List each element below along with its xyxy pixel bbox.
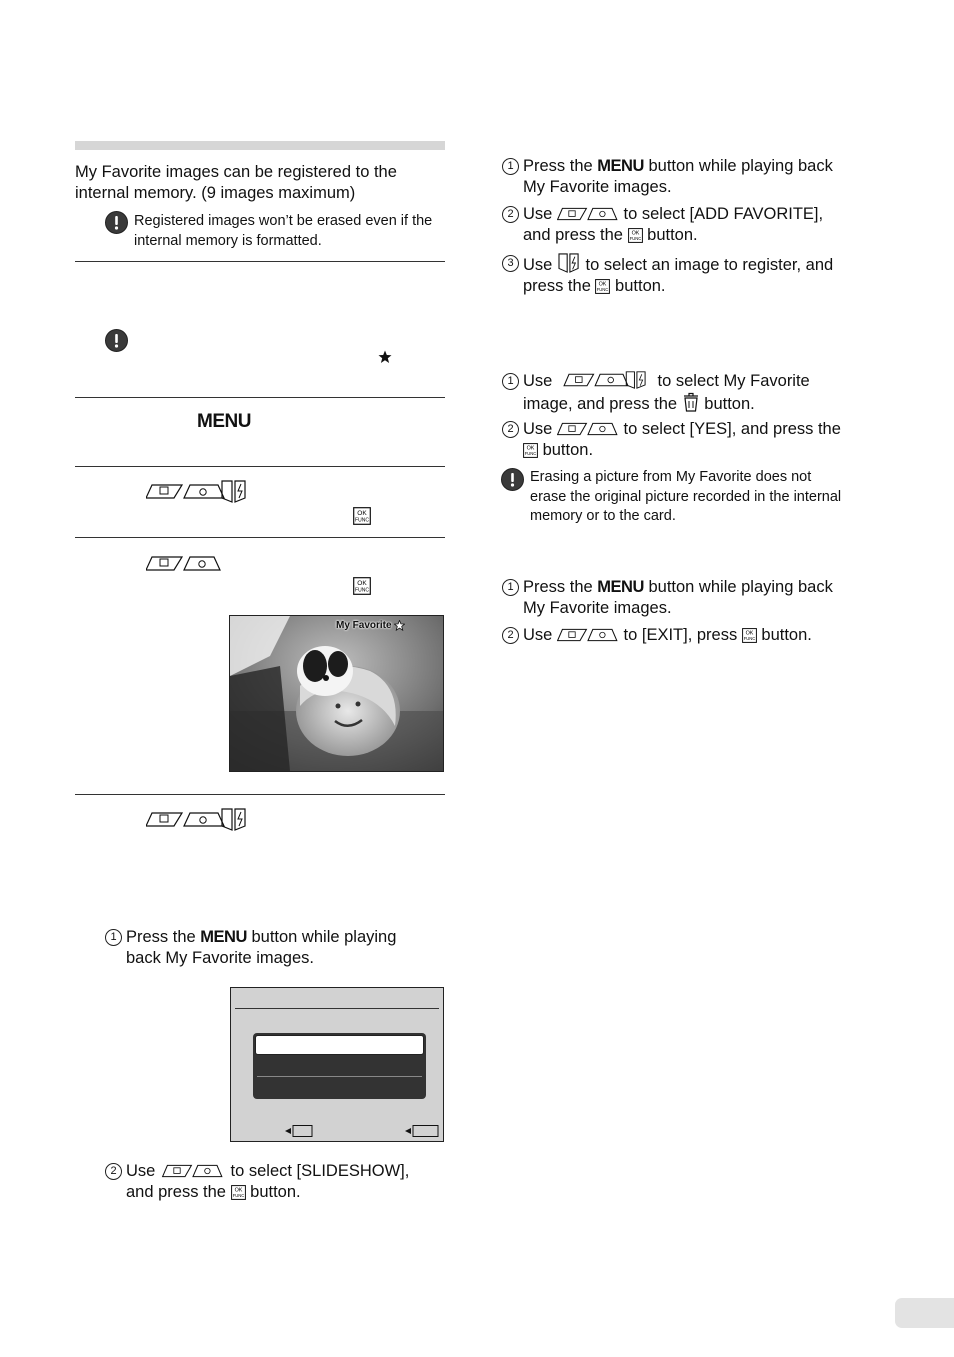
step-text-mid: to select [YES], and press the (618, 420, 841, 438)
svg-text:FUNC: FUNC (355, 587, 369, 594)
divider (75, 397, 445, 398)
menu-title-divider (235, 1008, 439, 1009)
step-number: 1 (502, 579, 519, 596)
svg-text:FUNC: FUNC (355, 517, 369, 524)
svg-text:OK: OK (599, 281, 607, 288)
step-number: 2 (502, 627, 519, 644)
arrow-up-down-icon (557, 206, 619, 222)
divider (75, 794, 445, 795)
menu-item-selected (255, 1035, 424, 1055)
svg-text:FUNC: FUNC (232, 1193, 244, 1199)
divider (75, 466, 445, 467)
step-text-post: button while playing back My Favorite images. (126, 928, 397, 967)
ok-func-button-icon (353, 507, 371, 525)
ok-func-button-icon (523, 443, 538, 458)
step-text-post: button. (642, 226, 698, 244)
my-favorite-caption-text: My Favorite (336, 620, 392, 631)
step-text-post: button while playing back My Favorite images. (523, 157, 833, 196)
step-text (523, 371, 843, 415)
svg-text:OK: OK (357, 580, 367, 587)
step-text-mid: to select [SLIDESHOW], and press the (126, 1162, 410, 1201)
step-text (523, 419, 843, 461)
arrow-pad-up-down-left-right-icon (146, 806, 246, 832)
note-format: Registered images won’t be erased even if the internal memory is formatted. (134, 213, 433, 249)
step-text-pre: Press the (126, 928, 201, 946)
step-number: 1 (502, 158, 519, 175)
trash-erase-icon (682, 392, 700, 412)
ok-button-hint-icon (404, 1124, 440, 1138)
my-favorite-caption (336, 620, 405, 631)
page-number-tab (895, 1298, 954, 1328)
ok-func-button-icon (742, 628, 757, 643)
ok-func-button-icon (231, 1185, 246, 1200)
caution-icon (501, 468, 524, 491)
step-text-pre: Use (523, 205, 557, 223)
svg-text:OK: OK (526, 445, 535, 452)
step-number: 1 (105, 929, 122, 946)
note-erase: Erasing a picture from My Favorite does not erase the original picture recorded in the internal memory or to the card. (530, 469, 842, 524)
svg-text:FUNC: FUNC (597, 287, 609, 293)
svg-text:OK: OK (357, 510, 367, 517)
ok-func-button-icon (353, 577, 371, 595)
caution-icon (105, 329, 128, 352)
step-text (523, 156, 843, 198)
menu-item-divider (257, 1076, 422, 1077)
camera-menu-screen (230, 987, 444, 1142)
step-text-post: button. (699, 395, 755, 413)
menu-word: MENU (200, 928, 247, 946)
step-text-post: button. (245, 1183, 301, 1201)
back-button-hint-icon (284, 1124, 314, 1138)
arrow-pad-up-down-left-right-icon (146, 478, 246, 504)
step-text (523, 204, 843, 246)
step-text-pre: Press the (523, 578, 598, 596)
step-text (523, 577, 843, 619)
step-text-pre: Use (126, 1162, 160, 1180)
step-text-post: button. (756, 626, 812, 644)
step-text-mid: to select an image to register, and press the (523, 256, 834, 295)
divider (75, 261, 445, 262)
star-outline-icon (394, 620, 405, 631)
menu-list (253, 1033, 426, 1099)
svg-text:FUNC: FUNC (629, 236, 641, 242)
camera-screen-my-favorite (229, 615, 444, 772)
arrow-pad-icon (557, 371, 653, 389)
ok-func-button-icon (628, 228, 643, 243)
step-text-pre: Use (523, 372, 557, 390)
step-text (126, 1161, 436, 1203)
svg-text:OK: OK (234, 1187, 242, 1194)
dog-and-child-photo (230, 616, 443, 771)
step-text-mid: to select [ADD FAVORITE], and press the (523, 205, 824, 244)
svg-text:FUNC: FUNC (743, 636, 756, 642)
menu-word: MENU (597, 157, 644, 175)
menu-word: MENU (597, 578, 644, 596)
step-text-pre: Use (523, 420, 557, 438)
arrow-up-down-icon (146, 550, 222, 576)
step-text-pre: Use (523, 626, 557, 644)
arrow-left-right-icon (557, 253, 581, 273)
step-text-mid: to select My Favorite image, and press the (523, 372, 810, 413)
step-text (523, 253, 843, 297)
step-text-mid: to [EXIT], press (618, 626, 742, 644)
step-text (126, 927, 426, 969)
step-number: 2 (502, 421, 519, 438)
step-number: 1 (502, 373, 519, 390)
step-text-post: button. (610, 277, 666, 295)
section-header-bar (75, 141, 445, 150)
step-text-post: button. (538, 441, 594, 459)
step-text-post: button while playing back My Favorite images. (523, 578, 833, 617)
arrow-up-down-icon (557, 421, 619, 437)
step-text-pre: Press the (523, 157, 598, 175)
star-icon (378, 350, 392, 364)
divider (75, 537, 445, 538)
step-number: 2 (502, 206, 519, 223)
caution-icon (105, 211, 128, 234)
ok-func-button-icon (595, 279, 610, 294)
step-text-pre: Use (523, 256, 557, 274)
svg-text:FUNC: FUNC (524, 451, 537, 457)
step-text (523, 625, 843, 646)
menu-button-label: MENU (197, 411, 251, 432)
svg-text:OK: OK (745, 630, 754, 637)
arrow-up-down-icon (557, 627, 619, 643)
step-number: 2 (105, 1163, 122, 1180)
intro-text: My Favorite images can be registered to the internal memory. (9 images maximum) (75, 163, 397, 202)
svg-text:OK: OK (631, 230, 639, 237)
arrow-up-down-icon (160, 1163, 226, 1179)
step-number: 3 (502, 255, 519, 272)
